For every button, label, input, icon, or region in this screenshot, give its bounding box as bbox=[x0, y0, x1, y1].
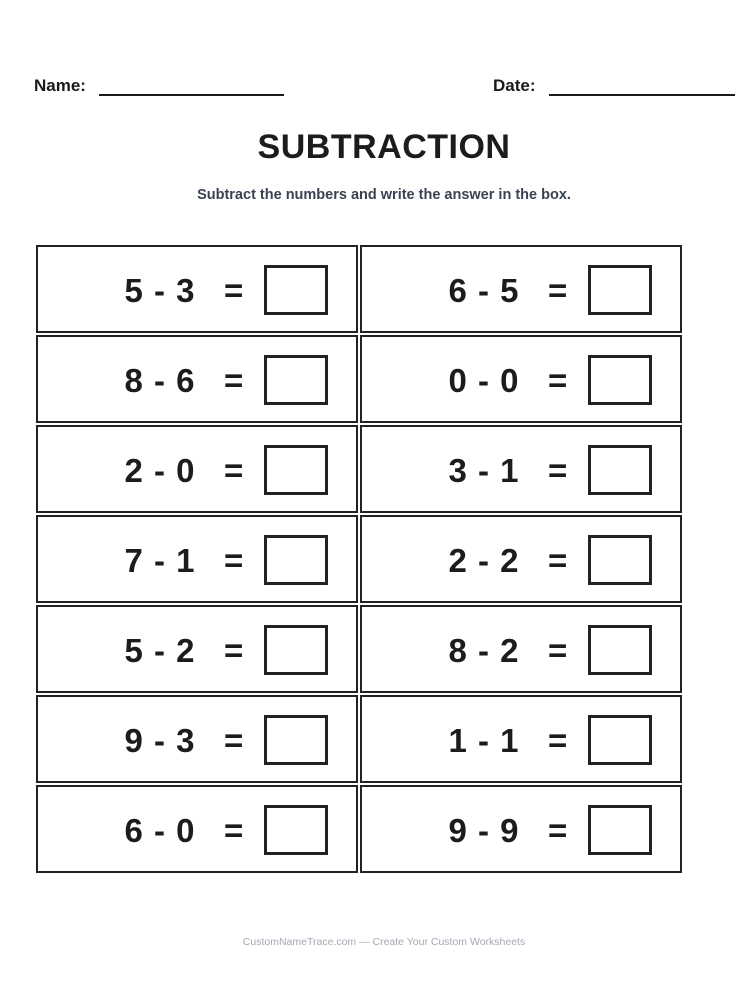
problem-cell bbox=[36, 605, 358, 693]
equals-sign: = bbox=[548, 542, 568, 579]
equals-sign: = bbox=[224, 452, 244, 489]
equals-sign: = bbox=[224, 362, 244, 399]
problem-expression: 2 - 2 bbox=[448, 542, 520, 579]
problem-expression: 2 - 0 bbox=[124, 452, 196, 489]
problem-expression: 8 - 2 bbox=[448, 632, 520, 669]
answer-box[interactable] bbox=[264, 355, 328, 405]
problem-cell bbox=[360, 695, 682, 783]
problem-expression: 9 - 9 bbox=[448, 812, 520, 849]
name-label: Name: bbox=[34, 76, 86, 95]
name-field bbox=[34, 76, 284, 96]
problem-cell bbox=[360, 605, 682, 693]
problem-expression: 6 - 0 bbox=[124, 812, 196, 849]
problem-cell bbox=[360, 785, 682, 873]
page-title: SUBTRACTION bbox=[257, 128, 511, 166]
answer-box[interactable] bbox=[588, 445, 652, 495]
instructions: Subtract the numbers and write the answer in the box. bbox=[197, 187, 571, 203]
answer-box[interactable] bbox=[264, 265, 328, 315]
problem-cell bbox=[36, 515, 358, 603]
problem-expression: 3 - 1 bbox=[448, 452, 520, 489]
problem-cell bbox=[36, 425, 358, 513]
problem-expression: 9 - 3 bbox=[124, 722, 196, 759]
answer-box[interactable] bbox=[264, 805, 328, 855]
problem-cell bbox=[360, 245, 682, 333]
equals-sign: = bbox=[224, 542, 244, 579]
date-label: Date: bbox=[493, 76, 536, 95]
answer-box[interactable] bbox=[588, 715, 652, 765]
equals-sign: = bbox=[548, 812, 568, 849]
problem-cell bbox=[36, 335, 358, 423]
answer-box[interactable] bbox=[588, 355, 652, 405]
problem-cell bbox=[360, 335, 682, 423]
equals-sign: = bbox=[224, 722, 244, 759]
problem-expression: 6 - 5 bbox=[448, 272, 520, 309]
equals-sign: = bbox=[224, 272, 244, 309]
answer-box[interactable] bbox=[588, 535, 652, 585]
answer-box[interactable] bbox=[588, 265, 652, 315]
footer-credit: CustomNameTrace.com — Create Your Custom Worksheets bbox=[242, 936, 526, 948]
problem-cell bbox=[360, 515, 682, 603]
equals-sign: = bbox=[224, 812, 244, 849]
equals-sign: = bbox=[548, 362, 568, 399]
answer-box[interactable] bbox=[264, 535, 328, 585]
problem-expression: 7 - 1 bbox=[124, 542, 196, 579]
equals-sign: = bbox=[548, 452, 568, 489]
date-field bbox=[493, 76, 735, 96]
answer-box[interactable] bbox=[264, 625, 328, 675]
problem-cell bbox=[360, 425, 682, 513]
problem-expression: 5 - 2 bbox=[124, 632, 196, 669]
problem-expression: 0 - 0 bbox=[448, 362, 520, 399]
answer-box[interactable] bbox=[264, 445, 328, 495]
equals-sign: = bbox=[548, 272, 568, 309]
problem-expression: 1 - 1 bbox=[448, 722, 520, 759]
problem-cell bbox=[36, 785, 358, 873]
problem-expression: 5 - 3 bbox=[124, 272, 196, 309]
date-line[interactable] bbox=[549, 80, 735, 96]
equals-sign: = bbox=[548, 632, 568, 669]
answer-box[interactable] bbox=[264, 715, 328, 765]
equals-sign: = bbox=[548, 722, 568, 759]
equals-sign: = bbox=[224, 632, 244, 669]
problem-cell bbox=[36, 695, 358, 783]
answer-box[interactable] bbox=[588, 805, 652, 855]
problem-cell bbox=[36, 245, 358, 333]
problem-expression: 8 - 6 bbox=[124, 362, 196, 399]
name-line[interactable] bbox=[99, 80, 284, 96]
answer-box[interactable] bbox=[588, 625, 652, 675]
